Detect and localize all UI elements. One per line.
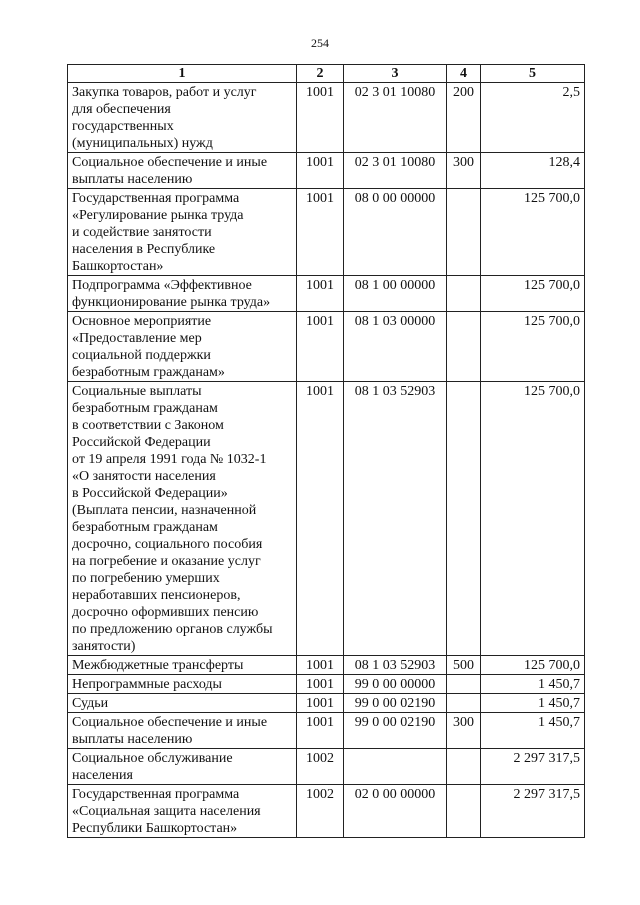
cell-amount: 1 450,7	[481, 694, 585, 713]
cell-amount: 125 700,0	[481, 312, 585, 382]
budget-table	[67, 64, 585, 838]
header-col-3: 3	[344, 65, 447, 83]
header-col-4: 4	[447, 65, 481, 83]
cell-amount: 125 700,0	[481, 656, 585, 675]
cell-target-article: 08 1 00 00000	[344, 276, 447, 312]
cell-expense-type	[447, 785, 481, 838]
table-row	[68, 713, 585, 749]
cell-amount: 2 297 317,5	[481, 785, 585, 838]
cell-name	[68, 713, 297, 749]
cell-name	[68, 83, 297, 153]
cell-amount: 2 297 317,5	[481, 749, 585, 785]
cell-name	[68, 785, 297, 838]
table-header	[68, 65, 585, 83]
header-col-5: 5	[481, 65, 585, 83]
table-body	[68, 83, 585, 838]
row-name-text: Межбюджетные трансферты	[72, 658, 244, 673]
page-number: 254	[311, 36, 329, 50]
cell-name	[68, 656, 297, 675]
table-row	[68, 749, 585, 785]
cell-target-article: 08 1 03 52903	[344, 382, 447, 656]
row-name-text: Подпрограмма «Эффективное функционирование рынка труда»	[72, 278, 271, 310]
cell-amount: 1 450,7	[481, 713, 585, 749]
table-row	[68, 675, 585, 694]
table-row	[68, 656, 585, 675]
cell-target-article: 02 3 01 10080	[344, 83, 447, 153]
cell-target-article: 08 1 03 52903	[344, 656, 447, 675]
cell-section-code: 1001	[297, 312, 344, 382]
cell-name	[68, 694, 297, 713]
row-name-text: Социальное обеспечение и иные выплаты населению	[72, 715, 268, 747]
row-name-text: Государственная программа «Регулирование рынка труда и содействие занятости населения в Республике Башкортостан»	[72, 191, 244, 274]
header-col-1: 1	[68, 65, 297, 83]
cell-expense-type: 300	[447, 713, 481, 749]
cell-amount: 128,4	[481, 153, 585, 189]
cell-section-code: 1001	[297, 382, 344, 656]
cell-target-article: 08 0 00 00000	[344, 189, 447, 276]
cell-expense-type: 300	[447, 153, 481, 189]
table-row	[68, 312, 585, 382]
cell-expense-type: 500	[447, 656, 481, 675]
table-row	[68, 189, 585, 276]
row-name-text: Основное мероприятие «Предоставление мер социальной поддержки безработным гражданам»	[72, 314, 225, 380]
table-row	[68, 694, 585, 713]
cell-name	[68, 276, 297, 312]
header-col-2: 2	[297, 65, 344, 83]
cell-name	[68, 382, 297, 656]
cell-expense-type	[447, 675, 481, 694]
cell-expense-type	[447, 312, 481, 382]
cell-section-code: 1001	[297, 189, 344, 276]
table-row	[68, 276, 585, 312]
cell-target-article	[344, 749, 447, 785]
cell-name	[68, 749, 297, 785]
cell-amount: 125 700,0	[481, 189, 585, 276]
table-row	[68, 83, 585, 153]
cell-target-article: 02 0 00 00000	[344, 785, 447, 838]
cell-name	[68, 189, 297, 276]
cell-target-article: 99 0 00 00000	[344, 675, 447, 694]
cell-section-code: 1001	[297, 694, 344, 713]
cell-name	[68, 153, 297, 189]
row-name-text: Социальные выплаты безработным гражданам в соответствии с Законом Российской Федерации от 19 апреля 1991 года № 1032-1 «О занятости населения в Российской Федерации» (Выплата пенсии, назначенной безработным гражданам досрочно, социального пособия на погребение и оказание услуг по погребению умерших неработавших пенсионеров, досрочно оформивших пенсию по предложению органов службы занятости)	[72, 384, 273, 654]
cell-target-article: 99 0 00 02190	[344, 694, 447, 713]
table-row	[68, 382, 585, 656]
cell-amount: 1 450,7	[481, 675, 585, 694]
cell-target-article: 08 1 03 00000	[344, 312, 447, 382]
cell-section-code: 1001	[297, 713, 344, 749]
cell-expense-type	[447, 382, 481, 656]
cell-section-code: 1001	[297, 83, 344, 153]
cell-expense-type	[447, 694, 481, 713]
cell-name	[68, 675, 297, 694]
cell-section-code: 1001	[297, 276, 344, 312]
row-name-text: Социальное обслуживание населения	[72, 751, 233, 783]
cell-target-article: 99 0 00 02190	[344, 713, 447, 749]
cell-expense-type	[447, 189, 481, 276]
cell-section-code: 1001	[297, 675, 344, 694]
cell-section-code: 1001	[297, 153, 344, 189]
cell-section-code: 1002	[297, 785, 344, 838]
table-row	[68, 153, 585, 189]
row-name-text: Социальное обеспечение и иные выплаты населению	[72, 155, 268, 187]
table-row	[68, 785, 585, 838]
cell-name	[68, 312, 297, 382]
cell-target-article: 02 3 01 10080	[344, 153, 447, 189]
cell-expense-type	[447, 749, 481, 785]
row-name-text: Непрограммные расходы	[72, 677, 222, 692]
row-name-text: Судьи	[72, 696, 109, 711]
row-name-text: Закупка товаров, работ и услуг для обеспечения государственных (муниципальных) нужд	[72, 85, 257, 151]
cell-expense-type	[447, 276, 481, 312]
header-row	[68, 65, 585, 83]
cell-amount: 125 700,0	[481, 382, 585, 656]
cell-section-code: 1002	[297, 749, 344, 785]
cell-amount: 2,5	[481, 83, 585, 153]
cell-section-code: 1001	[297, 656, 344, 675]
cell-amount: 125 700,0	[481, 276, 585, 312]
row-name-text: Государственная программа «Социальная защита населения Республики Башкортостан»	[72, 787, 261, 836]
cell-expense-type: 200	[447, 83, 481, 153]
